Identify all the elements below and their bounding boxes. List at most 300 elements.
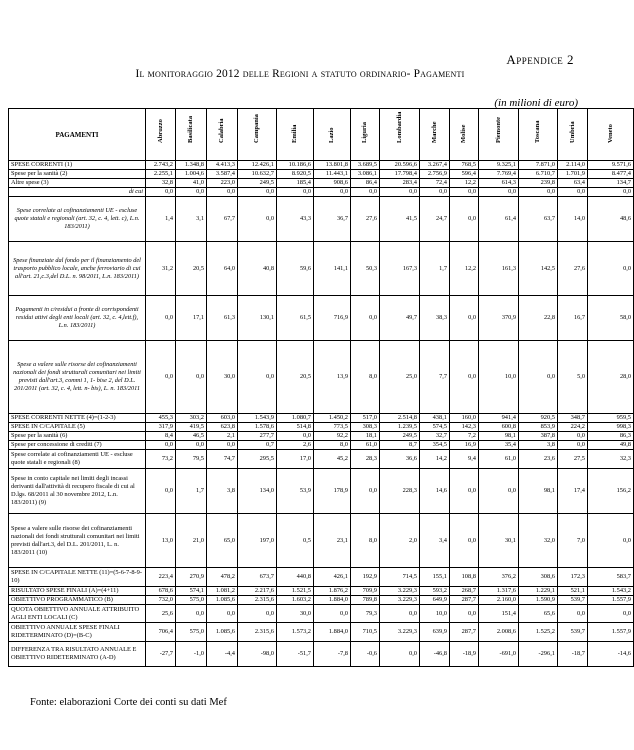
cell-value: 0,0 bbox=[176, 341, 207, 414]
cell-value: 0,0 bbox=[450, 296, 479, 341]
cell-value: 0,0 bbox=[450, 197, 479, 242]
cell-value: 3.229,3 bbox=[380, 596, 420, 605]
cell-value: 27,5 bbox=[558, 450, 588, 469]
cell-value: 46,5 bbox=[176, 432, 207, 441]
table-row bbox=[9, 161, 634, 170]
row-label: Altre spese (3) bbox=[9, 179, 146, 188]
row-label: Spese per la sanità (2) bbox=[9, 170, 146, 179]
cell-value: 283,4 bbox=[380, 179, 420, 188]
cell-value: 4.413,3 bbox=[207, 161, 238, 170]
cell-value: 16,9 bbox=[450, 441, 479, 450]
cell-value: 64,0 bbox=[207, 242, 238, 296]
cell-value: 303,2 bbox=[176, 414, 207, 423]
cell-value: 1.348,8 bbox=[176, 161, 207, 170]
cell-value: 65,0 bbox=[207, 514, 238, 568]
cell-value: 40,8 bbox=[238, 242, 277, 296]
row-label: OBIETTIVO ANNUALE SPESE FINALI RIDETERMINATO (D)=(B-C) bbox=[9, 623, 146, 642]
cell-value: 59,6 bbox=[277, 242, 314, 296]
cell-value: 0,0 bbox=[314, 605, 351, 623]
cell-value: 1.085,6 bbox=[207, 623, 238, 642]
region-name: Lombardia bbox=[395, 111, 403, 143]
cell-value: 1.085,6 bbox=[207, 596, 238, 605]
cell-value: 9.325,1 bbox=[479, 161, 519, 170]
cell-value: 18,1 bbox=[351, 432, 380, 441]
cell-value: 14,2 bbox=[420, 450, 450, 469]
cell-value: 10,0 bbox=[420, 605, 450, 623]
table-row bbox=[9, 441, 634, 450]
cell-value: 0,0 bbox=[420, 188, 450, 197]
cell-value: 30,0 bbox=[207, 341, 238, 414]
cell-value: 134,0 bbox=[238, 469, 277, 514]
cell-value: 98,1 bbox=[519, 469, 558, 514]
cell-value: 277,7 bbox=[238, 432, 277, 441]
cell-value: 13,9 bbox=[314, 341, 351, 414]
cell-value: 28,3 bbox=[351, 450, 380, 469]
row-label: Spese per concessione di crediti (7) bbox=[9, 441, 146, 450]
cell-value: 72,4 bbox=[420, 179, 450, 188]
table-body bbox=[9, 161, 634, 667]
row-label: Spese correlate ai cofinanziamenti UE - escluse quote statali e regionali (art. 32, c. 4, lett. c), L.n. 183/2011) bbox=[9, 197, 146, 242]
cell-value: 1.080,7 bbox=[277, 414, 314, 423]
cell-value: 574,5 bbox=[420, 423, 450, 432]
cell-value: 0,5 bbox=[277, 514, 314, 568]
cell-value: -691,0 bbox=[479, 642, 519, 667]
cell-value: 8,4 bbox=[146, 432, 176, 441]
cell-value: 673,7 bbox=[238, 568, 277, 587]
cell-value: 7.769,4 bbox=[479, 170, 519, 179]
cell-value: 959,5 bbox=[588, 414, 634, 423]
cell-value: 0,0 bbox=[479, 188, 519, 197]
cell-value: 600,8 bbox=[479, 423, 519, 432]
table-row bbox=[9, 596, 634, 605]
cell-value: 308,6 bbox=[519, 568, 558, 587]
cell-value: 63,7 bbox=[519, 197, 558, 242]
cell-value: 32,7 bbox=[420, 432, 450, 441]
cell-value: 12,2 bbox=[450, 242, 479, 296]
cell-value: 583,7 bbox=[588, 568, 634, 587]
table-row bbox=[9, 587, 634, 596]
cell-value: 6.710,7 bbox=[519, 170, 558, 179]
cell-value: 86,4 bbox=[351, 179, 380, 188]
cell-value: 1.229,1 bbox=[519, 587, 558, 596]
cell-value: 0,0 bbox=[588, 514, 634, 568]
cell-value: 98,1 bbox=[479, 432, 519, 441]
cell-value: 0,0 bbox=[176, 188, 207, 197]
cell-value: 0,0 bbox=[314, 188, 351, 197]
cell-value: 30,0 bbox=[277, 605, 314, 623]
cell-value: 908,6 bbox=[314, 179, 351, 188]
cell-value: 0,0 bbox=[450, 469, 479, 514]
cell-value: 2.160,0 bbox=[479, 596, 519, 605]
cell-value: 440,8 bbox=[277, 568, 314, 587]
region-name: Umbria bbox=[568, 121, 576, 143]
cell-value: 714,5 bbox=[380, 568, 420, 587]
cell-value: 1,7 bbox=[420, 242, 450, 296]
region-name: Campania bbox=[253, 114, 260, 143]
cell-value: 228,3 bbox=[380, 469, 420, 514]
cell-value: 7,2 bbox=[450, 432, 479, 441]
cell-value: 0,0 bbox=[351, 296, 380, 341]
row-label: QUOTA OBIETTIVO ANNUALE ATTRIBUITO AGLI ENTI LOCALI (C) bbox=[9, 605, 146, 623]
row-label: OBIETTIVO PROGRAMMATICO (B) bbox=[9, 596, 146, 605]
cell-value: 0,0 bbox=[146, 441, 176, 450]
cell-value: 773,5 bbox=[314, 423, 351, 432]
cell-value: 178,9 bbox=[314, 469, 351, 514]
cell-value: 295,5 bbox=[238, 450, 277, 469]
cell-value: -296,1 bbox=[519, 642, 558, 667]
cell-value: 32,0 bbox=[519, 514, 558, 568]
cell-value: 1.876,2 bbox=[314, 587, 351, 596]
cell-value: 270,9 bbox=[176, 568, 207, 587]
cell-value: 224,2 bbox=[558, 423, 588, 432]
cell-value: 61,5 bbox=[277, 296, 314, 341]
row-label: RISULTATO SPESE FINALI (A)=(4+11) bbox=[9, 587, 146, 596]
cell-value: 614,3 bbox=[479, 179, 519, 188]
region-name: Toscana bbox=[534, 120, 541, 143]
region-header bbox=[420, 109, 450, 161]
cell-value: 593,2 bbox=[420, 587, 450, 596]
cell-value: 1.701,9 bbox=[558, 170, 588, 179]
cell-value: 2.008,6 bbox=[479, 623, 519, 642]
cell-value: 142,5 bbox=[519, 242, 558, 296]
cell-value: 0,0 bbox=[558, 432, 588, 441]
cell-value: 223,0 bbox=[207, 179, 238, 188]
cell-value: 1.884,0 bbox=[314, 596, 351, 605]
region-header bbox=[558, 109, 588, 161]
row-label: SPESE CORRENTI (1) bbox=[9, 161, 146, 170]
cell-value: 678,6 bbox=[146, 587, 176, 596]
cell-value: 998,3 bbox=[588, 423, 634, 432]
cell-value: 14,0 bbox=[558, 197, 588, 242]
cell-value: 0,0 bbox=[207, 441, 238, 450]
cell-value: 1.557,9 bbox=[588, 623, 634, 642]
cell-value: 10.186,6 bbox=[277, 161, 314, 170]
row-label: Spese correlate ai cofinanziamenti UE - escluse quote statali e regionali (8) bbox=[9, 450, 146, 469]
region-name: Lazio bbox=[328, 127, 335, 143]
table-row bbox=[9, 179, 634, 188]
cell-value: 0,0 bbox=[450, 514, 479, 568]
cell-value: 7,7 bbox=[420, 341, 450, 414]
cell-value: 0,0 bbox=[588, 605, 634, 623]
column-header-label: PAGAMENTI bbox=[9, 109, 146, 161]
cell-value: 130,1 bbox=[238, 296, 277, 341]
cell-value: 3,8 bbox=[519, 441, 558, 450]
cell-value: 0,0 bbox=[380, 605, 420, 623]
cell-value: 3.587,4 bbox=[207, 170, 238, 179]
region-header bbox=[588, 109, 634, 161]
cell-value: 197,0 bbox=[238, 514, 277, 568]
row-label: Spese a valere sulle risorse dei cofinanziamenti nazionali dei fondi strutturali comunitari nei limiti previsti dall'art.3, del D.L. 201/2011, L. n. 183/2011 (10) bbox=[9, 514, 146, 568]
cell-value: 1.450,2 bbox=[314, 414, 351, 423]
cell-value: 9,4 bbox=[450, 450, 479, 469]
cell-value: 0,0 bbox=[238, 197, 277, 242]
cell-value: 1.557,9 bbox=[588, 596, 634, 605]
cell-value: 575,0 bbox=[176, 596, 207, 605]
cell-value: 67,7 bbox=[207, 197, 238, 242]
cell-value: 287,7 bbox=[450, 623, 479, 642]
cell-value: 0,0 bbox=[176, 441, 207, 450]
cell-value: -18,9 bbox=[450, 642, 479, 667]
region-name: Abruzzo bbox=[156, 119, 164, 143]
cell-value: 79,3 bbox=[351, 605, 380, 623]
cell-value: 1.603,2 bbox=[277, 596, 314, 605]
row-label: Spese per la sanità (6) bbox=[9, 432, 146, 441]
cell-value: 0,0 bbox=[558, 441, 588, 450]
cell-value: 387,8 bbox=[519, 432, 558, 441]
table-row bbox=[9, 242, 634, 296]
region-name: Molise bbox=[460, 124, 467, 143]
row-label: DIFFERENZA TRA RISULTATO ANNUALE E OBIETTIVO RIDETERMINATO (A-D) bbox=[9, 642, 146, 667]
source-note: Fonte: elaborazioni Corte dei conti su dati Mef bbox=[30, 697, 227, 708]
cell-value: 920,5 bbox=[519, 414, 558, 423]
cell-value: 853,9 bbox=[519, 423, 558, 432]
cell-value: 239,8 bbox=[519, 179, 558, 188]
cell-value: 36,6 bbox=[380, 450, 420, 469]
row-label: Pagamenti in c/residui a fronte di corrispondenti residui attivi degli enti locali (art. 32, c. 4,lett.f), L.n. 183/2011) bbox=[9, 296, 146, 341]
cell-value: 17.798,4 bbox=[380, 170, 420, 179]
cell-value: 49,7 bbox=[380, 296, 420, 341]
cell-value: 1.573,2 bbox=[277, 623, 314, 642]
cell-value: 0,0 bbox=[146, 188, 176, 197]
cell-value: 8,0 bbox=[351, 341, 380, 414]
cell-value: 0,0 bbox=[450, 605, 479, 623]
cell-value: 8,0 bbox=[314, 441, 351, 450]
cell-value: 596,4 bbox=[450, 170, 479, 179]
cell-value: 0,0 bbox=[238, 341, 277, 414]
cell-value: 0,0 bbox=[588, 188, 634, 197]
cell-value: 1.081,2 bbox=[207, 587, 238, 596]
cell-value: 36,7 bbox=[314, 197, 351, 242]
table-row bbox=[9, 605, 634, 623]
cell-value: 7.871,0 bbox=[519, 161, 558, 170]
cell-value: 8.920,5 bbox=[277, 170, 314, 179]
cell-value: 45,2 bbox=[314, 450, 351, 469]
region-header bbox=[146, 109, 176, 161]
cell-value: 419,5 bbox=[176, 423, 207, 432]
cell-value: 3,4 bbox=[420, 514, 450, 568]
cell-value: 0,0 bbox=[207, 188, 238, 197]
cell-value: 185,4 bbox=[277, 179, 314, 188]
cell-value: 41,0 bbox=[176, 179, 207, 188]
cell-value: -51,7 bbox=[277, 642, 314, 667]
cell-value: 32,8 bbox=[146, 179, 176, 188]
cell-value: 1,7 bbox=[176, 469, 207, 514]
cell-value: 438,1 bbox=[420, 414, 450, 423]
cell-value: 603,0 bbox=[207, 414, 238, 423]
cell-value: 13,0 bbox=[146, 514, 176, 568]
cell-value: 79,5 bbox=[176, 450, 207, 469]
cell-value: -1,0 bbox=[176, 642, 207, 667]
region-name: Calabria bbox=[218, 118, 225, 143]
cell-value: 27,6 bbox=[351, 197, 380, 242]
cell-value: 35,4 bbox=[479, 441, 519, 450]
cell-value: 0,0 bbox=[207, 605, 238, 623]
cell-value: 134,7 bbox=[588, 179, 634, 188]
cell-value: 22,8 bbox=[519, 296, 558, 341]
region-name: Piemonte bbox=[494, 117, 502, 143]
cell-value: 0,0 bbox=[277, 432, 314, 441]
cell-value: 30,1 bbox=[479, 514, 519, 568]
cell-value: 1.543,9 bbox=[238, 414, 277, 423]
cell-value: 514,8 bbox=[277, 423, 314, 432]
cell-value: 0,0 bbox=[450, 341, 479, 414]
cell-value: 639,9 bbox=[420, 623, 450, 642]
page-title: Il monitoraggio 2012 delle Regioni a statuto ordinario- Pagamenti bbox=[135, 68, 465, 80]
cell-value: 2.756,9 bbox=[420, 170, 450, 179]
table-row bbox=[9, 414, 634, 423]
cell-value: 2.315,6 bbox=[238, 623, 277, 642]
cell-value: 16,7 bbox=[558, 296, 588, 341]
cell-value: 1.590,9 bbox=[519, 596, 558, 605]
cell-value: 14,6 bbox=[420, 469, 450, 514]
cell-value: 74,7 bbox=[207, 450, 238, 469]
cell-value: 141,1 bbox=[314, 242, 351, 296]
cell-value: 20,5 bbox=[277, 341, 314, 414]
cell-value: 3.229,3 bbox=[380, 623, 420, 642]
row-label: di cui bbox=[9, 188, 146, 197]
cell-value: 156,2 bbox=[588, 469, 634, 514]
cell-value: 155,1 bbox=[420, 568, 450, 587]
cell-value: 41,5 bbox=[380, 197, 420, 242]
cell-value: 732,0 bbox=[146, 596, 176, 605]
cell-value: 0,0 bbox=[176, 605, 207, 623]
cell-value: 354,5 bbox=[420, 441, 450, 450]
cell-value: 167,3 bbox=[380, 242, 420, 296]
row-label: Spese a valere sulle risorse dei cofinanziamenti nazionali dei fondi strutturali comunitari nei limiti previsti dall'art.3, commi 1, 1- bise 2, del D.L. 201/2011 (art. 32, c. 4, lett. n- bis), L. n. 183/2011 bbox=[9, 341, 146, 414]
row-label: Spese finanziate dal fondo per il finanziamento del trasporto pubblico locale, anche ferroviario di cui all'art. 21,c.3,del D.L. n. 98/2011, L.n. 183/2011) bbox=[9, 242, 146, 296]
cell-value: 23,1 bbox=[314, 514, 351, 568]
region-name: Liguria bbox=[361, 122, 368, 143]
cell-value: 2.255,1 bbox=[146, 170, 176, 179]
table-header-row bbox=[9, 109, 634, 161]
cell-value: 710,5 bbox=[351, 623, 380, 642]
cell-value: 38,3 bbox=[420, 296, 450, 341]
cell-value: 23,6 bbox=[519, 450, 558, 469]
cell-value: 0,0 bbox=[380, 642, 420, 667]
cell-value: 25,0 bbox=[380, 341, 420, 414]
cell-value: 1.884,0 bbox=[314, 623, 351, 642]
cell-value: 2.315,6 bbox=[238, 596, 277, 605]
cell-value: 2.217,6 bbox=[238, 587, 277, 596]
cell-value: 49,8 bbox=[588, 441, 634, 450]
row-label: Spese in conto capitale nei limiti degli incassi derivanti dall'attività di recupero fiscale di cui al D.lgs. 68/2011 al 30 novembre 2012, L.n. 183/2011) (9) bbox=[9, 469, 146, 514]
cell-value: 308,3 bbox=[351, 423, 380, 432]
unit-label: (in milioni di euro) bbox=[494, 97, 578, 109]
cell-value: 0,0 bbox=[380, 188, 420, 197]
cell-value: 58,0 bbox=[588, 296, 634, 341]
cell-value: 223,4 bbox=[146, 568, 176, 587]
cell-value: 517,0 bbox=[351, 414, 380, 423]
region-header bbox=[314, 109, 351, 161]
cell-value: -14,6 bbox=[588, 642, 634, 667]
cell-value: 3.267,4 bbox=[420, 161, 450, 170]
cell-value: 455,3 bbox=[146, 414, 176, 423]
table-row bbox=[9, 296, 634, 341]
cell-value: 426,1 bbox=[314, 568, 351, 587]
cell-value: 249,5 bbox=[380, 432, 420, 441]
cell-value: 108,8 bbox=[450, 568, 479, 587]
region-header bbox=[519, 109, 558, 161]
table-row bbox=[9, 188, 634, 197]
cell-value: -0,6 bbox=[351, 642, 380, 667]
cell-value: 161,3 bbox=[479, 242, 519, 296]
cell-value: 8,0 bbox=[351, 514, 380, 568]
cell-value: 1.239,5 bbox=[380, 423, 420, 432]
cell-value: 0,0 bbox=[146, 341, 176, 414]
cell-value: 8.477,4 bbox=[588, 170, 634, 179]
cell-value: 86,3 bbox=[588, 432, 634, 441]
region-name: Marche bbox=[430, 121, 438, 143]
cell-value: -18,7 bbox=[558, 642, 588, 667]
cell-value: 24,7 bbox=[420, 197, 450, 242]
cell-value: 249,5 bbox=[238, 179, 277, 188]
row-label: SPESE IN C/CAPITALE NETTE (11)=(5-6-7-8-9-10) bbox=[9, 568, 146, 587]
cell-value: 2,1 bbox=[207, 432, 238, 441]
cell-value: 2,0 bbox=[380, 514, 420, 568]
cell-value: 0,0 bbox=[238, 605, 277, 623]
cell-value: 53,9 bbox=[277, 469, 314, 514]
cell-value: 2.114,0 bbox=[558, 161, 588, 170]
cell-value: 521,1 bbox=[558, 587, 588, 596]
cell-value: 941,4 bbox=[479, 414, 519, 423]
appendix-label: Appendice 2 bbox=[506, 52, 574, 67]
cell-value: 478,2 bbox=[207, 568, 238, 587]
cell-value: 0,0 bbox=[519, 188, 558, 197]
region-name: Veneto bbox=[606, 124, 614, 143]
cell-value: 574,1 bbox=[176, 587, 207, 596]
region-name: Basilicata bbox=[187, 115, 194, 143]
cell-value: 575,0 bbox=[176, 623, 207, 642]
region-header bbox=[238, 109, 277, 161]
cell-value: 50,3 bbox=[351, 242, 380, 296]
cell-value: 142,3 bbox=[450, 423, 479, 432]
cell-value: 0,0 bbox=[351, 188, 380, 197]
cell-value: 716,9 bbox=[314, 296, 351, 341]
cell-value: 192,9 bbox=[351, 568, 380, 587]
cell-value: 268,7 bbox=[450, 587, 479, 596]
cell-value: 12.426,1 bbox=[238, 161, 277, 170]
cell-value: 3.689,5 bbox=[351, 161, 380, 170]
cell-value: 7,0 bbox=[558, 514, 588, 568]
cell-value: 0,0 bbox=[558, 188, 588, 197]
cell-value: 10.632,7 bbox=[238, 170, 277, 179]
cell-value: 13.801,8 bbox=[314, 161, 351, 170]
cell-value: -46,8 bbox=[420, 642, 450, 667]
payments-table bbox=[8, 108, 634, 667]
cell-value: 1,4 bbox=[146, 197, 176, 242]
cell-value: 623,8 bbox=[207, 423, 238, 432]
table-row bbox=[9, 197, 634, 242]
cell-value: 348,7 bbox=[558, 414, 588, 423]
cell-value: 0,0 bbox=[588, 242, 634, 296]
cell-value: 0,7 bbox=[238, 441, 277, 450]
cell-value: 539,7 bbox=[558, 596, 588, 605]
cell-value: 11.443,1 bbox=[314, 170, 351, 179]
table-row bbox=[9, 432, 634, 441]
cell-value: 0,0 bbox=[519, 341, 558, 414]
cell-value: 376,2 bbox=[479, 568, 519, 587]
cell-value: 539,7 bbox=[558, 623, 588, 642]
cell-value: 10,0 bbox=[479, 341, 519, 414]
cell-value: 0,0 bbox=[146, 296, 176, 341]
cell-value: 1.317,6 bbox=[479, 587, 519, 596]
cell-value: -98,0 bbox=[238, 642, 277, 667]
cell-value: 5,0 bbox=[558, 341, 588, 414]
region-header bbox=[450, 109, 479, 161]
table-row bbox=[9, 568, 634, 587]
cell-value: 317,9 bbox=[146, 423, 176, 432]
cell-value: 0,0 bbox=[277, 188, 314, 197]
